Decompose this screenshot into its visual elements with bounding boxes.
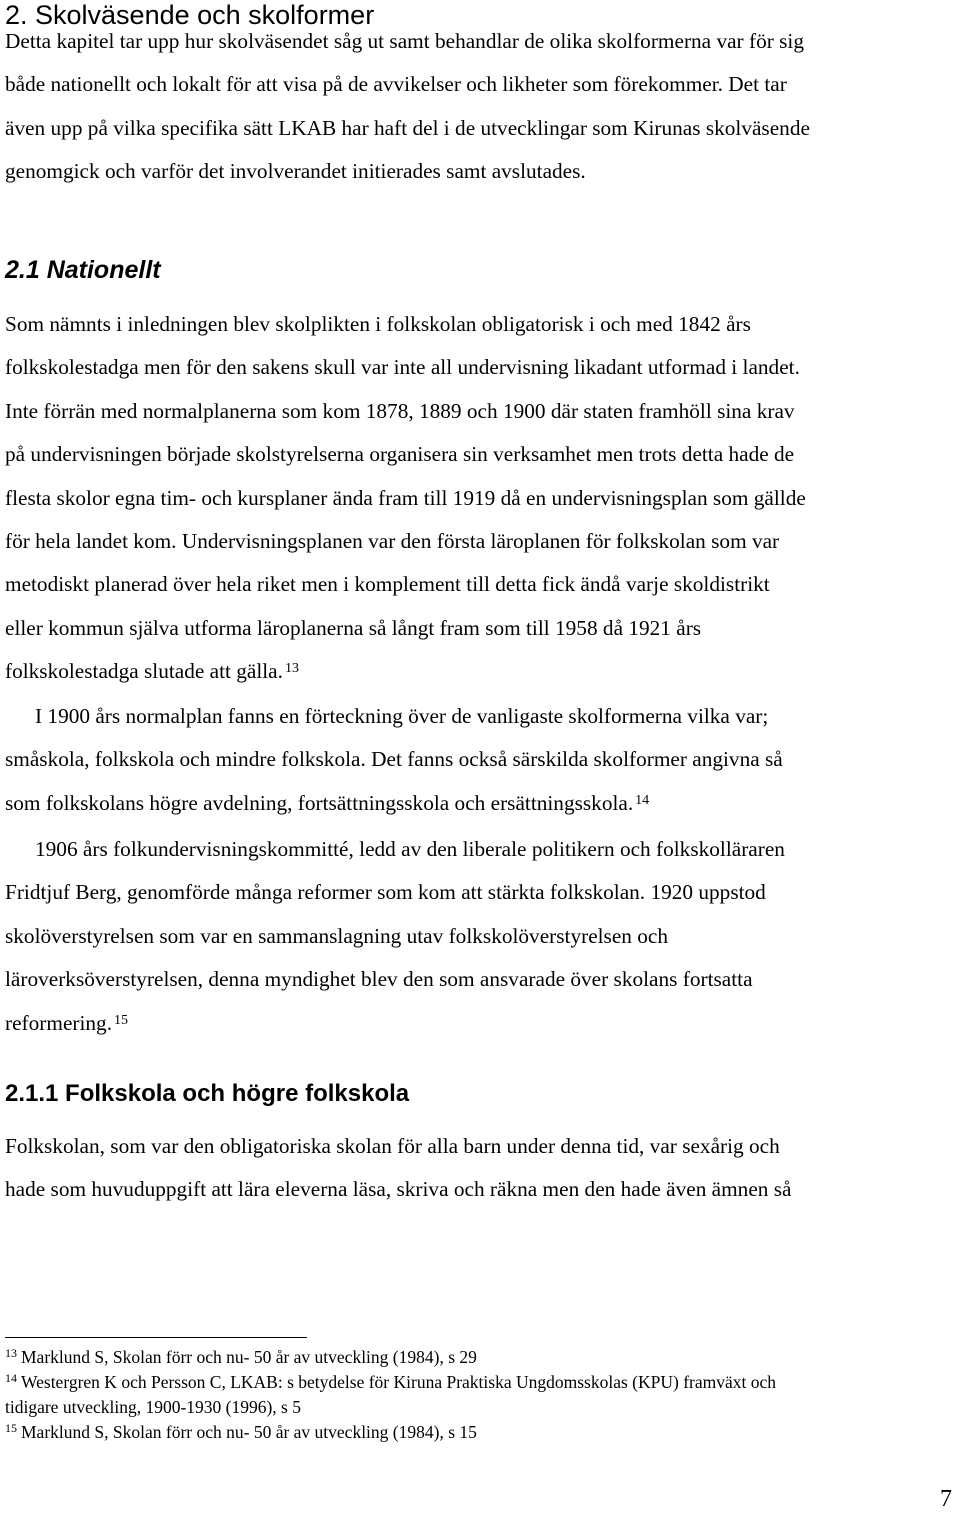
text-line: [5, 650, 960, 693]
footnote-number: 15: [5, 1421, 17, 1435]
text-fragment: som folkskolans högre avdelning, fortsättningsskola och ersättningsskola.: [5, 790, 634, 815]
footnote-text: Marklund S, Skolan förr och nu- 50 år av utveckling (1984), s 29: [21, 1347, 477, 1367]
text-line: 1906 års folkundervisningskommitté, ledd av den liberale politikern och folkskolläraren: [35, 837, 785, 861]
footnote-text: Marklund S, Skolan förr och nu- 50 år av utveckling (1984), s 15: [21, 1422, 477, 1442]
text-line: läroverksöverstyrelsen, denna myndighet blev den som ansvarade över skolans fortsatta: [5, 967, 753, 992]
folkskola-paragraph-1: [5, 1125, 960, 1212]
text-line: för hela landet kom. Undervisningsplanen var den första läroplanen för folkskolan som var: [5, 528, 780, 553]
text-line: [5, 1002, 960, 1045]
page-number: 7: [940, 1486, 952, 1512]
nationellt-paragraph-1: [5, 303, 960, 694]
nationellt-paragraph-2: [5, 695, 960, 825]
footnote-text: Westergren K och Persson C, LKAB: s betydelse för Kiruna Praktiska Ungdomsskolas (KPU) framväxt och: [21, 1372, 777, 1392]
text-line: även upp på vilka specifika sätt LKAB har haft del i de utvecklingar som Kirunas skolväsende: [5, 115, 810, 140]
footnote-14-continuation: [5, 1395, 960, 1420]
footnote-15: [5, 1420, 960, 1445]
footnote-13: [5, 1345, 960, 1370]
chapter-heading: 2. Skolväsende och skolformer: [5, 0, 375, 30]
text-line: genomgick och varför det involverandet initierades samt avslutades.: [5, 159, 586, 184]
footnote-reference[interactable]: 15: [114, 1012, 129, 1028]
text-fragment: reformering.: [5, 1010, 113, 1035]
text-line: småskola, folkskola och mindre folkskola. Det fanns också särskilda skolformer angivna så: [5, 747, 783, 772]
text-line: både nationellt och lokalt för att visa på de avvikelser och likheter som förekommer. Det tar: [5, 72, 787, 97]
footnotes: [5, 1345, 960, 1445]
footnote-number: 14: [5, 1371, 17, 1385]
footnote-14: [5, 1370, 960, 1395]
text-fragment: folkskolestadga slutade att gälla.: [5, 659, 283, 684]
text-line: Inte förrän med normalplanerna som kom 1878, 1889 och 1900 där staten framhöll sina krav: [5, 398, 795, 423]
text-line: Som nämnts i inledningen blev skolplikten i folkskolan obligatorisk i och med 1842 års: [5, 312, 751, 336]
text-line: folkskolestadga men för den sakens skull var inte all undervisning likadant utformad i landet.: [5, 355, 800, 380]
nationellt-paragraph-3: [5, 828, 960, 1045]
text-line: skolöverstyrelsen som var en sammanslagning utav folkskolöverstyrelsen och: [5, 923, 669, 948]
text-line: Folkskolan, som var den obligatoriska skolan för alla barn under denna tid, var sexårig och: [5, 1134, 780, 1158]
intro-paragraph: [5, 20, 960, 194]
section-heading-nationellt: 2.1 Nationellt: [5, 256, 161, 284]
footnote-reference[interactable]: 13: [284, 661, 299, 677]
footnote-text: tidigare utveckling, 1900-1930 (1996), s 5: [5, 1397, 301, 1417]
subsection-heading-folkskola: 2.1.1 Folkskola och högre folkskola: [5, 1080, 410, 1107]
text-line: Fridtjuf Berg, genomförde många reformer som kom att stärkta folkskolan. 1920 uppstod: [5, 880, 766, 905]
text-line: Detta kapitel tar upp hur skolväsendet såg ut samt behandlar de olika skolformerna var för sig: [5, 29, 804, 53]
text-line: hade som huvuduppgift att lära eleverna läsa, skriva och räkna men den hade även ämnen så: [5, 1177, 792, 1202]
footnote-reference[interactable]: 14: [635, 792, 650, 808]
text-line: eller kommun själva utforma läroplanerna så långt fram som till 1958 då 1921 års: [5, 615, 702, 640]
footnote-separator: [5, 1337, 307, 1338]
footnote-number: 13: [5, 1346, 17, 1360]
text-line: [5, 782, 960, 825]
text-line: metodiskt planerad över hela riket men i komplement till detta fick ändå varje skoldistrikt: [5, 572, 770, 597]
text-line: på undervisningen började skolstyrelserna organisera sin verksamhet men trots detta hade de: [5, 442, 795, 467]
text-line: flesta skolor egna tim- och kursplaner ända fram till 1919 då en undervisningsplan som gällde: [5, 485, 806, 510]
text-line: I 1900 års normalplan fanns en förteckning över de vanligaste skolformerna vilka var;: [35, 704, 769, 728]
